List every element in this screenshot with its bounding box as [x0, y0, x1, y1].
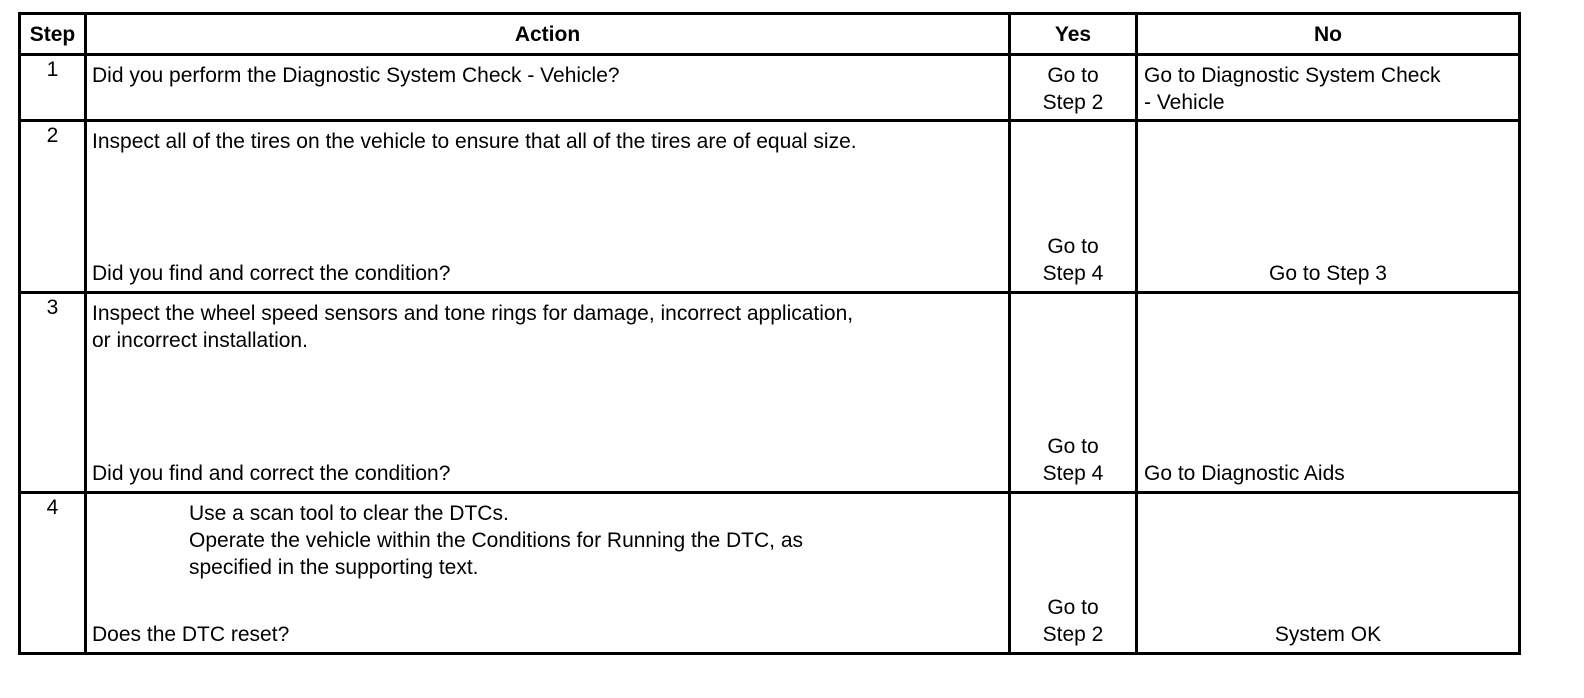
no-text: Go to Diagnostic Aids — [1144, 462, 1345, 485]
yes-text: Step 4 — [1042, 262, 1104, 285]
action-question: Did you find and correct the condition? — [92, 262, 451, 285]
table-row — [20, 293, 1520, 493]
action-text: Operate the vehicle within the Conditions for Running the DTC, as — [189, 529, 803, 552]
no-text: Go to Step 3 — [1269, 262, 1387, 285]
action-text: Use a scan tool to clear the DTCs. — [189, 502, 509, 525]
no-text: Go to Diagnostic System Check — [1144, 64, 1441, 87]
header-yes: Yes — [1010, 14, 1137, 55]
header-row — [20, 14, 1520, 55]
yes-text: Go to — [1047, 435, 1099, 458]
header-step: Step — [20, 14, 86, 55]
yes-text: Step 2 — [1042, 91, 1104, 114]
action-cell — [86, 55, 1010, 121]
yes-cell — [1010, 55, 1137, 121]
action-cell — [86, 121, 1010, 293]
yes-cell — [1010, 293, 1137, 493]
action-cell — [86, 293, 1010, 493]
action-text: or incorrect installation. — [92, 329, 308, 352]
action-cell — [86, 493, 1010, 654]
action-question: Does the DTC reset? — [92, 623, 290, 646]
yes-cell — [1010, 121, 1137, 293]
table-row — [20, 55, 1520, 121]
action-text: specified in the supporting text. — [189, 556, 479, 579]
table-row — [20, 493, 1520, 654]
yes-text: Go to — [1047, 64, 1099, 87]
yes-text: Go to — [1047, 596, 1099, 619]
header-action: Action — [86, 14, 1010, 55]
no-cell — [1137, 55, 1520, 121]
step-number: 2 — [20, 121, 86, 293]
step-number: 3 — [20, 293, 86, 493]
no-cell — [1137, 121, 1520, 293]
table-row — [20, 121, 1520, 293]
no-cell — [1137, 293, 1520, 493]
yes-text: Step 4 — [1042, 462, 1104, 485]
step-number: 1 — [20, 55, 86, 121]
no-text: - Vehicle — [1144, 91, 1225, 114]
no-cell — [1137, 493, 1520, 654]
yes-cell — [1010, 493, 1137, 654]
step-number: 4 — [20, 493, 86, 654]
action-text: Inspect all of the tires on the vehicle to ensure that all of the tires are of equal size. — [92, 130, 857, 153]
action-text: Inspect the wheel speed sensors and tone rings for damage, incorrect application, — [92, 302, 854, 325]
header-no: No — [1137, 14, 1520, 55]
yes-text: Step 2 — [1042, 623, 1104, 646]
yes-text: Go to — [1047, 235, 1099, 258]
no-text: System OK — [1274, 623, 1382, 646]
action-text: Did you perform the Diagnostic System Check - Vehicle? — [92, 64, 620, 87]
diagnostic-table — [18, 12, 1521, 655]
action-question: Did you find and correct the condition? — [92, 462, 451, 485]
